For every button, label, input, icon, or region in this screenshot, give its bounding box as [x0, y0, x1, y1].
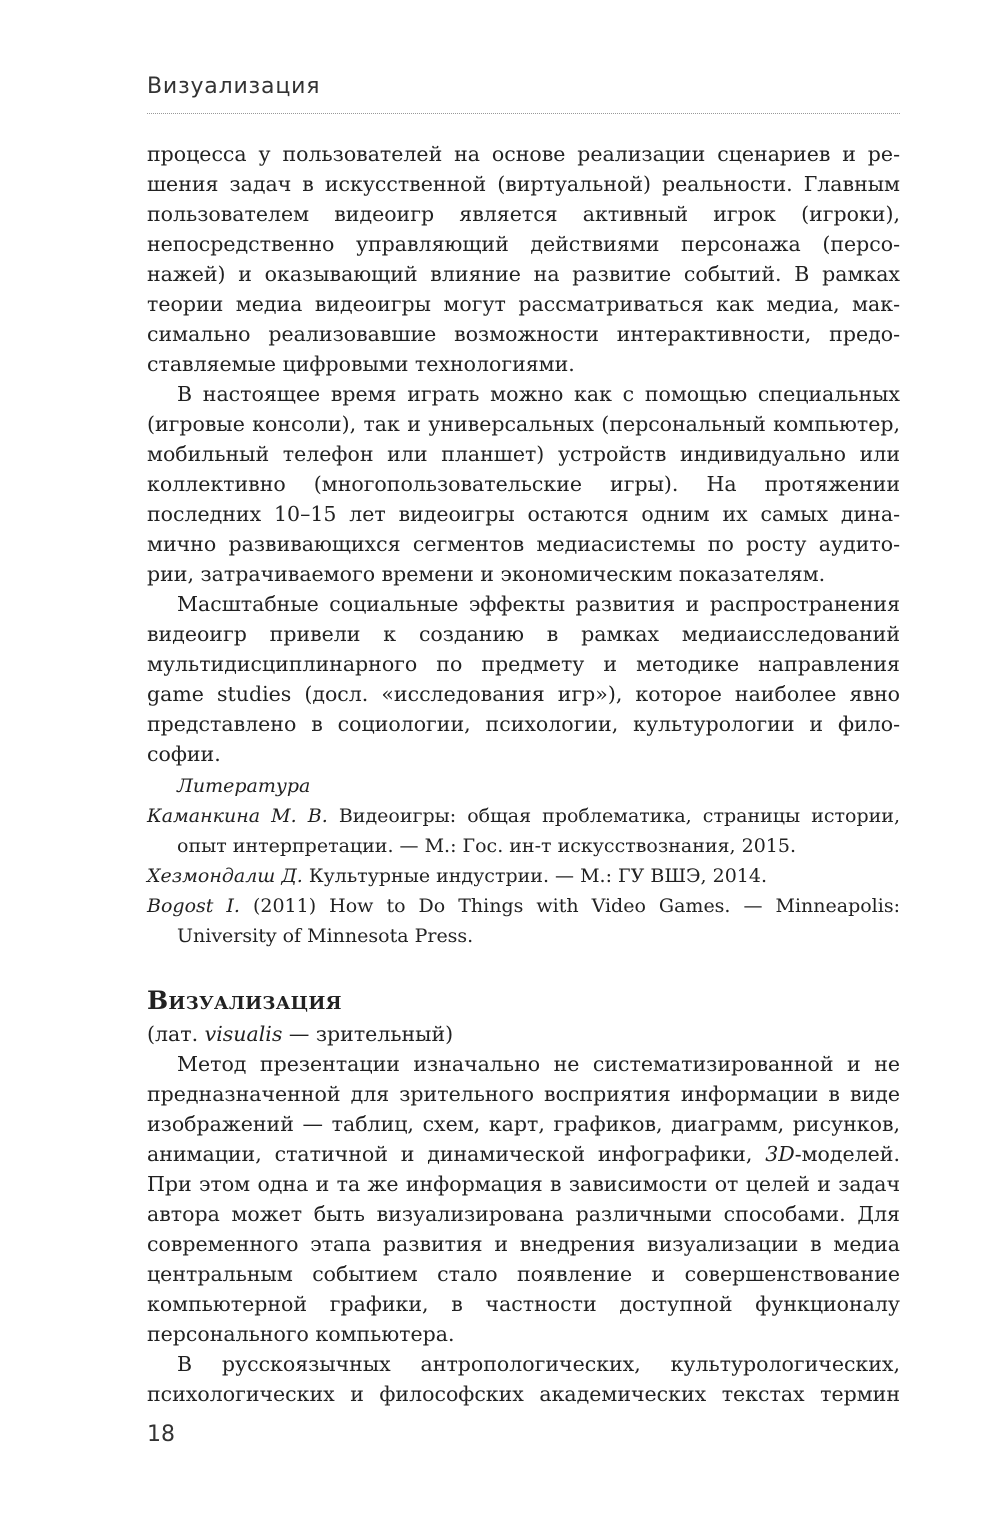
section-paragraph-2: В русскоязычных антропологических, культурологических, психологических и философских академических текстах термин: [147, 1352, 900, 1406]
etymology: [147, 1019, 900, 1049]
etymology-prefix: (лат.: [147, 1022, 205, 1046]
literature-author: Bogost I.: [147, 895, 240, 917]
continued-paragraph: процесса у пользователей на основе реализации сценариев и решения задач в искусственной (виртуальной) реальности. Главным пользователем видеоигр является активный игрок (игроки), непосредственно управляющий действиями персонажа (персонажей) и оказывающий влияние на развитие событий. В рамках теории медиа видеоигры могут рассматриваться как медиа, максимально реализовавшие возможности интерактивности, предоставляемые цифровыми технологиями.: [147, 142, 900, 376]
literature-item: [147, 801, 900, 861]
literature-text: Видеоигры: общая проблематика, страницы истории, опыт интерпретации. — М.: Гос. ин-т искусствознания, 2015.: [177, 805, 900, 857]
header-divider: [147, 113, 900, 114]
literature-text: (2011) How to Do Things with Video Games. — Minneapolis: University of Minnesota Press.: [177, 895, 900, 947]
book-page: [147, 0, 900, 1520]
etymology-word: visualis: [204, 1022, 283, 1046]
section-paragraph-1: [147, 1049, 900, 1349]
section-p1-part2: -моделей. При этом одна и та же информация в зависимости от целей и задач автора может быть визуализирована различными способами. Для современного этапа развития и внедрения визуализации в медиа центральным событием стало появление и совершенствование компьютерной графики, в частности доступной функционалу персонального компьютера.: [147, 1142, 900, 1346]
page-number: 18: [147, 1422, 175, 1447]
literature-list: [147, 801, 900, 951]
etymology-suffix: — зрительный): [282, 1022, 454, 1046]
running-head: Визуализация: [147, 74, 321, 99]
literature-item: [147, 861, 900, 891]
section-p1-italic: 3D: [765, 1142, 795, 1166]
literature-text: Культурные индустрии. — М.: ГУ ВШЭ, 2014.: [302, 865, 768, 887]
page-body: [147, 139, 900, 1409]
section-title: Визуализация: [147, 986, 342, 1015]
literature-author: Каманкина М. В.: [147, 805, 328, 827]
literature-author: Хезмондалш Д.: [147, 865, 303, 887]
literature-item: [147, 891, 900, 951]
paragraph-3: Масштабные социальные эффекты развития и распространения видеоигр привели к созданию в рамках медиаисследований мультидисциплинарного по предмету и методике направления game studies (досл. «исследования игр»), которое наиболее явно представлено в социологии, психологии, культурологии и философии.: [147, 592, 900, 766]
section-p1-part1: Метод презентации изначально не систематизированной и не предназначенной для зрительного восприятия информации в виде изображений — таблиц, схем, карт, графиков, диаграмм, рисунков, анимации, статичной и динамической инфографики,: [147, 1052, 900, 1166]
literature-heading: Литература: [177, 775, 311, 797]
paragraph-2: В настоящее время играть можно как с помощью специальных (игровые консоли), так и универсальных (персональный компьютер, мобильный телефон или планшет) устройств индивидуально или коллективно (многопользовательские игры). На протяжении последних 10–15 лет видеоигры остаются одним их самых динамично развивающихся сегментов медиасистемы по росту аудитории, затрачиваемого времени и экономическим показателям.: [147, 382, 900, 586]
